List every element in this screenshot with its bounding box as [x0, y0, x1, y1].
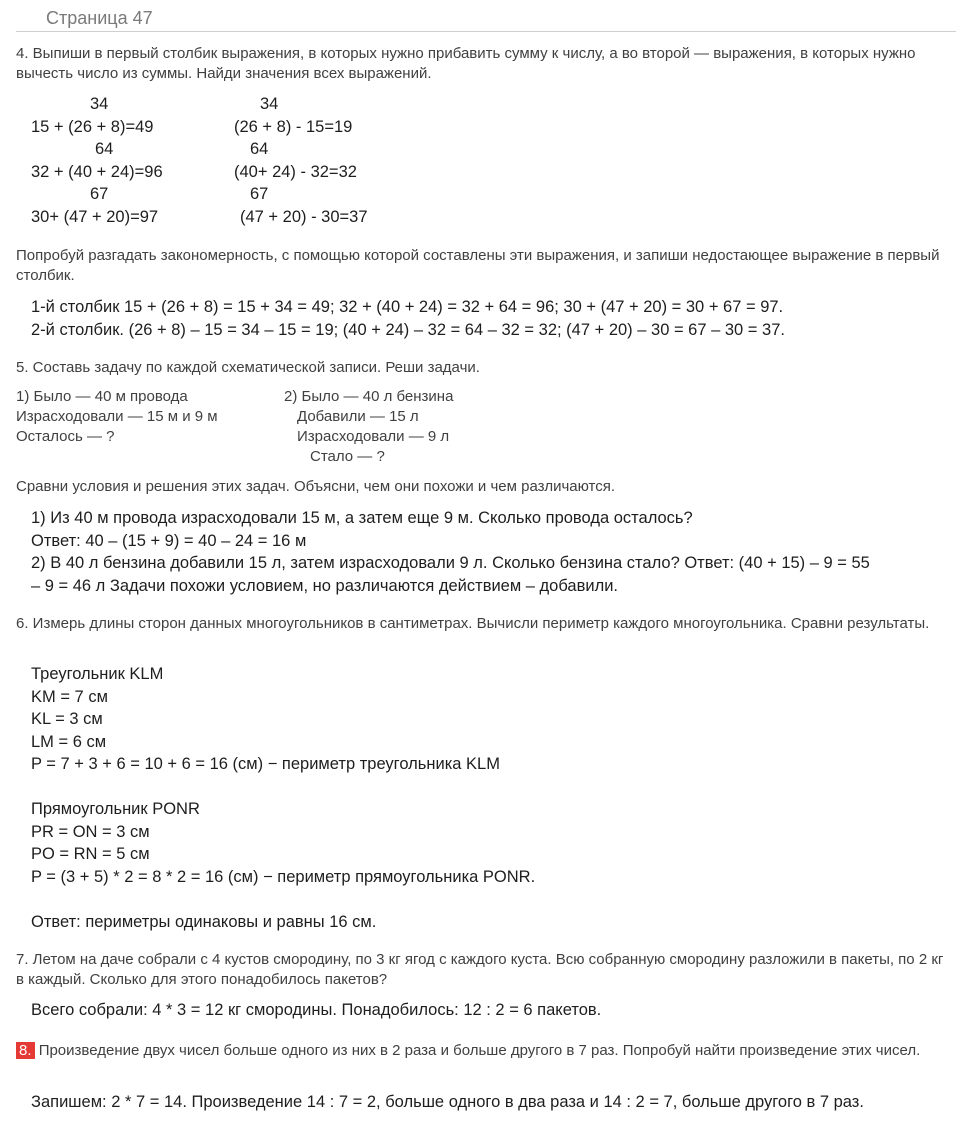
scheme2-line-2: Добавили — 15 л: [297, 408, 419, 425]
scheme2-line-3: Израсходовали — 9 л: [297, 428, 450, 445]
scheme1-line-1: 1) Было — 40 м провода: [16, 388, 188, 405]
answer-line: Ответ: периметры одинаковы и равны 16 см.: [31, 912, 377, 931]
col1-expr-2: 32 + (40 + 24)=96: [31, 163, 163, 181]
task8-answer: Запишем: 2 * 7 = 14. Произведение 14 : 7 = 2, больше одного в два раза и 14 : 2 = 7, больше другого в 7 раз.: [31, 1093, 864, 1111]
answer-line: Ответ: 40 – (15 + 9) = 40 – 24 = 16 м: [31, 531, 307, 550]
answer-line: LM = 6 см: [31, 732, 107, 751]
task8-text: [16, 1041, 951, 1061]
answer-line: 1-й столбик 15 + (26 + 8) = 15 + 34 = 49; 32 + (40 + 24) = 32 + 64 = 96; 30 + (47 + 20) = 30 + 67 = 97.: [31, 298, 784, 316]
answer-line: KL = 3 см: [31, 710, 103, 728]
scheme2-line-4: Стало — ?: [310, 448, 385, 465]
col1-sub-3: 67: [90, 185, 109, 203]
col2-sub-1: 34: [260, 95, 279, 113]
scheme1-line-3: Осталось — ?: [16, 428, 115, 445]
col2-expr-1: (26 + 8) - 15=19: [234, 118, 353, 136]
answer-line: – 9 = 46 л Задачи похожи условием, но различаются действием – добавили.: [31, 576, 618, 595]
col2-sub-3: 67: [250, 185, 269, 203]
answer-line: Треугольник KLM: [31, 665, 164, 683]
answer-line: P = (3 + 5) * 2 = 8 * 2 = 16 (см) − периметр прямоугольника PONR.: [31, 867, 536, 886]
answer-line: Прямоугольник PONR: [31, 800, 200, 818]
page-title: Страница 47: [46, 8, 153, 28]
answer-line: 1) Из 40 м провода израсходовали 15 м, а затем еще 9 м. Сколько провода осталось?: [31, 509, 693, 527]
task4-prompt: Попробуй разгадать закономерность, с помощью которой составлены эти выражения, и запиши недостающее выражение в первый столбик.: [16, 247, 940, 284]
answer-line: 2) В 40 л бензина добавили 15 л, затем израсходовали 9 л. Сколько бензина стало? Ответ: (40 + 15) – 9 = 55: [31, 554, 870, 572]
task7-text: 7. Летом на даче собрали с 4 кустов смородину, по 3 кг ягод с каждого куста. Всю собранную смородину разложили в пакеты, по 2 кг в каждый. Сколько для этого понадобилось пакетов?: [16, 951, 944, 988]
col2-sub-2: 64: [250, 140, 269, 158]
col1-expr-1: 15 + (26 + 8)=49: [31, 118, 154, 136]
col2-expr-3: (47 + 20) - 30=37: [240, 208, 368, 226]
col1-expr-3: 30+ (47 + 20)=97: [31, 208, 159, 226]
task7-answer: Всего собрали: 4 * 3 = 12 кг смородины. Понадобилось: 12 : 2 = 6 пакетов.: [31, 1001, 602, 1019]
task5-text: 5. Составь задачу по каждой схематической записи. Реши задачи.: [16, 359, 480, 376]
title-divider: [16, 31, 956, 32]
answer-line: [31, 888, 535, 911]
answer-line: PR = ON = 3 см: [31, 822, 150, 841]
answer-line: PO = RN = 5 см: [31, 845, 150, 863]
task6-answer: [31, 663, 535, 933]
task4-answer: [31, 296, 785, 341]
col1-sub-2: 64: [95, 140, 114, 158]
answer-line: 2-й столбик. (26 + 8) – 15 = 34 – 15 = 19; (40 + 24) – 32 = 64 – 32 = 32; (47 + 20) – 30 = 67 – 30 = 37.: [31, 320, 785, 339]
answer-line: KM = 7 см: [31, 687, 108, 706]
task5-prompt: Сравни условия и решения этих задач. Объясни, чем они похожи и чем различаются.: [16, 478, 616, 495]
col2-expr-2: (40+ 24) - 32=32: [234, 163, 357, 181]
col1-sub-1: 34: [90, 95, 109, 113]
task4-text: 4. Выпиши в первый столбик выражения, в которых нужно прибавить сумму к числу, а во второй — выражения, в которых нужно вычесть число из суммы. Найди значения всех выражений.: [16, 45, 916, 82]
scheme1-line-2: Израсходовали — 15 м и 9 м: [16, 408, 218, 425]
task6-text: 6. Измерь длины сторон данных многоугольников в сантиметрах. Вычисли периметр каждого многоугольника. Сравни результаты.: [16, 615, 930, 632]
answer-line: [31, 776, 535, 799]
task5-answer: [31, 507, 870, 597]
answer-line: P = 7 + 3 + 6 = 10 + 6 = 16 (см) − периметр треугольника KLM: [31, 755, 500, 773]
scheme2-line-1: 2) Было — 40 л бензина: [284, 388, 454, 405]
task8-question: Произведение двух чисел больше одного из них в 2 раза и больше другого в 7 раз. Попробуй найти произведение этих чисел.: [38, 1042, 921, 1059]
task-number-badge: 8.: [16, 1042, 35, 1059]
